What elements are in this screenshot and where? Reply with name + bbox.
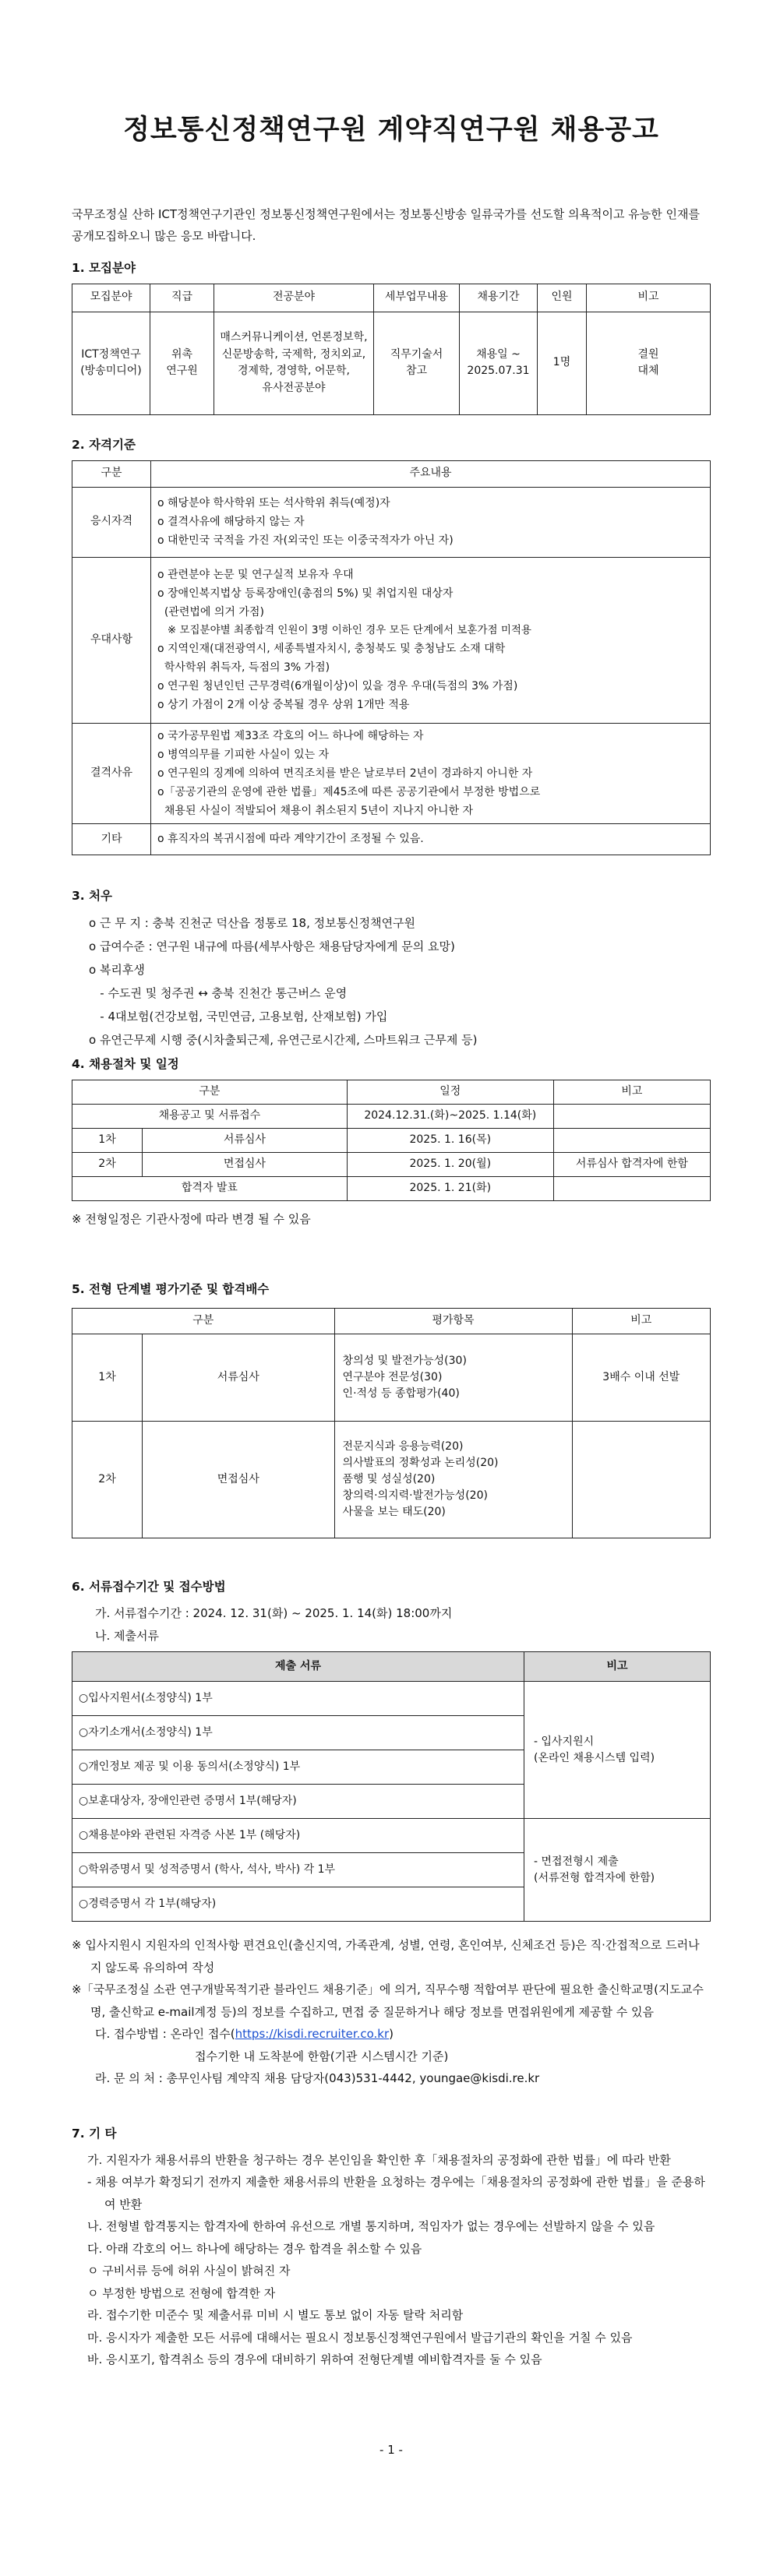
remark-cell: 3배수 이내 선발 (572, 1334, 710, 1422)
section-6-heading: 6. 서류접수기간 및 접수방법 (72, 1580, 226, 1595)
list-item: 사물을 보는 태도(20) (342, 1506, 446, 1519)
stage-cell: 합격자 발표 (72, 1176, 348, 1200)
table-row (72, 1128, 711, 1152)
list-item: o 지역인재(대전광역시, 세종특별자치시, 충청북도 및 충청남도 소재 대학 (157, 643, 506, 656)
period-cell: 채용일 ~ 2025.07.31 (460, 312, 538, 414)
evaluation-table (72, 1308, 711, 1538)
table-row (72, 487, 711, 557)
document-item: ○입사지원서(소정양식) 1부 (72, 1682, 524, 1716)
etc-list (72, 2149, 711, 2371)
header-cell: 모집분야 (72, 284, 150, 312)
list-item: 마. 응시자가 제출한 모든 서류에 대해서는 필요시 정보통신정책연구원에서 발급기관의 확인을 거칠 수 있음 (87, 2330, 633, 2345)
stage-name-cell: 서류심사 (143, 1128, 348, 1152)
document-item: ○자기소개서(소정양식) 1부 (72, 1716, 524, 1750)
stage-cell: 2차 (72, 1152, 143, 1176)
count-cell: 1명 (538, 312, 587, 414)
list-item: 라. 접수기한 미준수 및 제출서류 미비 시 별도 통보 없이 자동 탈락 처리함 (87, 2308, 464, 2323)
table-row (72, 1422, 711, 1538)
table-row (72, 1334, 711, 1422)
apply-method-prefix: 다. 접수방법 : 온라인 접수( (95, 2027, 235, 2042)
list-item: o 해당분야 학사학위 또는 석사학위 취득(예정)자 (157, 497, 390, 510)
page-number: - 1 - (379, 2442, 403, 2457)
list-item: 전문지식과 응용능력(20) (342, 1440, 464, 1454)
list-item: - 채용 여부가 확정되기 전까지 제출한 채용서류의 반환을 요청하는 경우에는「채용절차의 공정화에 관한 법률」을 준용하여 반환 (87, 2175, 705, 2211)
qualification-body (151, 487, 711, 557)
table-row (72, 312, 711, 414)
table-row (72, 1176, 711, 1200)
qualification-label: 결격사유 (72, 723, 151, 823)
list-item: 품행 및 성실성(20) (342, 1473, 436, 1486)
schedule-table (72, 1080, 711, 1201)
list-item: 연구분야 전문성(30) (342, 1371, 443, 1384)
duty-cell: 직무기술서 참고 (374, 312, 460, 414)
header-cell: 주요내용 (151, 460, 711, 487)
list-item: 가. 지원자가 채용서류의 반환을 청구하는 경우 본인임을 확인한 후「채용절차의 공정화에 관한 법률」에 따라 반환 (87, 2152, 671, 2167)
date-cell: 2025. 1. 16(목) (347, 1128, 553, 1152)
list-item: o 관련분야 논문 및 연구실적 보유자 우대 (157, 568, 354, 581)
table-row (72, 1819, 711, 1853)
table-row (72, 723, 711, 823)
date-cell: 2025. 1. 20(월) (347, 1152, 553, 1176)
remark-cell (572, 1422, 710, 1538)
stage-cell: 2차 (72, 1422, 143, 1538)
table-row (72, 1682, 711, 1716)
header-cell: 세부업무내용 (374, 284, 460, 312)
document-item: ○학위증명서 및 성적증명서 (학사, 석사, 박사) 각 1부 (72, 1853, 524, 1887)
list-item: 인·적성 등 종합평가(40) (342, 1387, 460, 1401)
recruit-table-header (72, 284, 711, 312)
documents-remark: - 면접전형시 제출 (서류전형 합격자에 한함) (524, 1819, 711, 1922)
list-item: 바. 응시포기, 합격취소 등의 경우에 대비하기 위하여 전형단계별 예비합격자를 둘 수 있음 (87, 2352, 542, 2367)
header-cell: 채용기간 (460, 284, 538, 312)
documents-remark: - 입사지원시 (온라인 채용시스템 입력) (524, 1682, 711, 1819)
list-item: - 4대보험(건강보험, 국민연금, 고용보험, 산재보험) 가입 (89, 1009, 388, 1024)
list-item: ㅇ 부정한 방법으로 전형에 합격한 자 (87, 2285, 276, 2300)
header-cell: 일정 (347, 1080, 553, 1104)
rank-cell: 위촉 연구원 (150, 312, 214, 414)
header-cell: 직급 (150, 284, 214, 312)
list-item: o 결격사유에 해당하지 않는 자 (157, 516, 305, 529)
page-title: 정보통신정책연구원 계약직연구원 채용공고 (123, 115, 659, 146)
application-notes (72, 1934, 711, 2090)
date-cell: 2024.12.31.(화)~2025. 1.14(화) (347, 1104, 553, 1128)
list-item: o 상기 가점이 2개 이상 중복될 경우 상위 1개만 적용 (157, 699, 410, 712)
list-item: 다. 아래 각호의 어느 하나에 해당하는 경우 합격을 취소할 수 있음 (87, 2241, 422, 2256)
list-item: 채용된 사실이 적발되어 채용이 취소된지 5년이 지나지 아니한 자 (157, 804, 474, 817)
header-cell: 인원 (538, 284, 587, 312)
schedule-note: ※ 전형일정은 기관사정에 따라 변경 될 수 있음 (72, 1211, 311, 1226)
list-item: 창의성 및 발전가능성(30) (342, 1355, 467, 1368)
qualification-label: 우대사항 (72, 557, 151, 723)
qualification-body (151, 823, 711, 855)
header-cell: 제출 서류 (72, 1652, 524, 1682)
list-item: o 휴직자의 복귀시점에 따라 계약기간이 조정될 수 있음. (157, 833, 424, 846)
recruit-site-link[interactable]: https://kisdi.recruiter.co.kr (235, 2027, 390, 2042)
evaluation-items (334, 1334, 572, 1422)
date-cell: 2025. 1. 21(화) (347, 1176, 553, 1200)
conditions-list (72, 911, 711, 1052)
remark-cell: 결원 대체 (587, 312, 711, 414)
intro-text: 국무조정실 산하 ICT정책연구기관인 정보통신정책연구원에서는 정보통신방송 일류국가를 선도할 의욕적이고 유능한 인재를 공개모집하오니 많은 응모 바랍니다. (72, 207, 700, 243)
section-3-heading: 3. 처우 (72, 888, 113, 903)
list-item: ※ 모집분야별 최종합격 인원이 3명 이하인 경우 모든 단계에서 보훈가점 미적용 (157, 624, 531, 637)
list-item: o 근 무 지 : 충북 진천군 덕산읍 정통로 18, 정보통신정책연구원 (89, 915, 416, 930)
header-cell: 구분 (72, 1080, 348, 1104)
qualification-table-header (72, 460, 711, 487)
list-item: (관련법에 의거 가점) (157, 605, 264, 618)
list-item: ㅇ 구비서류 등에 허위 사실이 밝혀진 자 (87, 2264, 291, 2278)
list-item: o 연구원 청년인턴 근무경력(6개월이상)이 있을 경우 우대(득점의 3% 가점) (157, 680, 518, 693)
evaluation-table-header (72, 1309, 711, 1334)
list-item: - 수도권 및 청주권 ↔ 충북 진천간 통근버스 운영 (89, 985, 348, 1000)
table-row (72, 1152, 711, 1176)
stage-cell: 1차 (72, 1334, 143, 1422)
list-item: 의사발표의 정확성과 논리성(20) (342, 1457, 499, 1470)
list-item: 학사학위 취득자, 득점의 3% 가점) (157, 661, 330, 675)
stage-name-cell: 면접심사 (143, 1152, 348, 1176)
remark-cell (553, 1104, 710, 1128)
note-item: ※ 입사지원시 지원자의 인적사항 편견요인(출신지역, 가족관계, 성별, 연령, 혼인여부, 신체조건 등)은 직·간접적으로 드러나지 않도록 유의하여 작성 (72, 1938, 700, 1975)
qualification-label: 응시자격 (72, 487, 151, 557)
list-item: o 유연근무제 시행 중(시차출퇴근제, 유연근로시간제, 스마트워크 근무제 등) (89, 1032, 478, 1047)
qualification-body (151, 557, 711, 723)
major-cell: 매스커뮤니케이션, 언론정보학, 신문방송학, 국제학, 정치외교, 경제학, 경영학, 어문학, 유사전공분야 (214, 312, 374, 414)
documents-table-header (72, 1652, 711, 1682)
document-item: ○경력증명서 각 1부(해당자) (72, 1887, 524, 1922)
list-item: o 장애인복지법상 등록장애인(총점의 5%) 및 취업지원 대상자 (157, 587, 454, 600)
remark-cell: 서류심사 합격자에 한함 (553, 1152, 710, 1176)
qualification-body (151, 723, 711, 823)
stage-name-cell: 서류심사 (143, 1334, 335, 1422)
remark-cell (553, 1128, 710, 1152)
documents-label: 나. 제출서류 (95, 1628, 159, 1643)
stage-cell: 채용공고 및 서류접수 (72, 1104, 348, 1128)
list-item: o 복리후생 (89, 962, 145, 977)
header-cell: 평가항목 (334, 1309, 572, 1334)
document-item: ○개인정보 제공 및 이용 동의서(소정양식) 1부 (72, 1750, 524, 1785)
section-5-heading: 5. 전형 단계별 평가기준 및 합격배수 (72, 1282, 270, 1297)
header-cell: 비고 (587, 284, 711, 312)
header-cell: 비고 (572, 1309, 710, 1334)
stage-cell: 1차 (72, 1128, 143, 1152)
remark-cell (553, 1176, 710, 1200)
table-row (72, 557, 711, 723)
document-item: ○보훈대상자, 장애인관련 증명서 1부(해당자) (72, 1785, 524, 1819)
schedule-table-header (72, 1080, 711, 1104)
apply-period: 가. 서류접수기간 : 2024. 12. 31(화) ~ 2025. 1. 14(화) 18:00까지 (95, 1606, 453, 1621)
header-cell: 전공분야 (214, 284, 374, 312)
apply-method (72, 2023, 711, 2046)
header-cell: 비고 (524, 1652, 711, 1682)
apply-method-suffix: ) (389, 2027, 394, 2042)
header-cell: 구분 (72, 460, 151, 487)
section-7-heading: 7. 기 타 (72, 2126, 117, 2141)
section-2-heading: 2. 자격기준 (72, 437, 136, 452)
apply-method-sub: 접수기한 내 도착분에 한함(기관 시스템시간 기준) (195, 2049, 449, 2063)
header-cell: 구분 (72, 1309, 335, 1334)
field-cell: ICT정책연구 (방송미디어) (72, 312, 150, 414)
list-item: o 연구원의 징계에 의하여 면직조치를 받은 날로부터 2년이 경과하지 아니한 자 (157, 766, 533, 780)
qualification-table (72, 460, 711, 855)
list-item: o 급여수준 : 연구원 내규에 따름(세부사항은 채용담당자에게 문의 요망) (89, 939, 455, 953)
documents-table (72, 1651, 711, 1922)
evaluation-items (334, 1422, 572, 1538)
recruit-table (72, 284, 711, 415)
qualification-label: 기타 (72, 823, 151, 855)
note-item: ※「국무조정실 소관 연구개발목적기관 블라인드 채용기준」에 의거, 직무수행 적합여부 판단에 필요한 출신학교명(지도교수명, 출신학교 e-mail계정 등)의 정보를 수집하고, 면접 중 질문하거나 해당 정보를 면접위원에게 제공할 수 있음 (72, 1982, 704, 2019)
table-row (72, 1104, 711, 1128)
contact-info: 라. 문 의 처 : 총무인사팀 계약직 채용 담당자(043)531-4442, youngae@kisdi.re.kr (95, 2071, 540, 2086)
document-item: ○채용분야와 관련된 자격증 사본 1부 (해당자) (72, 1819, 524, 1853)
list-item: o 국가공무원법 제33조 각호의 어느 하나에 해당하는 자 (157, 729, 424, 742)
list-item: o 병역의무를 기피한 사실이 있는 자 (157, 748, 330, 761)
table-row (72, 823, 711, 855)
section-4-heading: 4. 채용절차 및 일정 (72, 1056, 179, 1071)
list-item: o 대한민국 국적을 가진 자(외국인 또는 이중국적자가 아닌 자) (157, 534, 454, 548)
list-item: 나. 전형별 합격통지는 합격자에 한하여 유선으로 개별 통지하며, 적임자가 없는 경우에는 선발하지 않을 수 있음 (87, 2219, 655, 2234)
header-cell: 비고 (553, 1080, 710, 1104)
list-item: 창의력·의지력·발전가능성(20) (342, 1489, 488, 1503)
list-item: o「공공기관의 운영에 관한 법률」제45조에 따른 공공기관에서 부정한 방법으로 (157, 785, 541, 798)
stage-name-cell: 면접심사 (143, 1422, 335, 1538)
section-1-heading: 1. 모집분야 (72, 260, 136, 275)
